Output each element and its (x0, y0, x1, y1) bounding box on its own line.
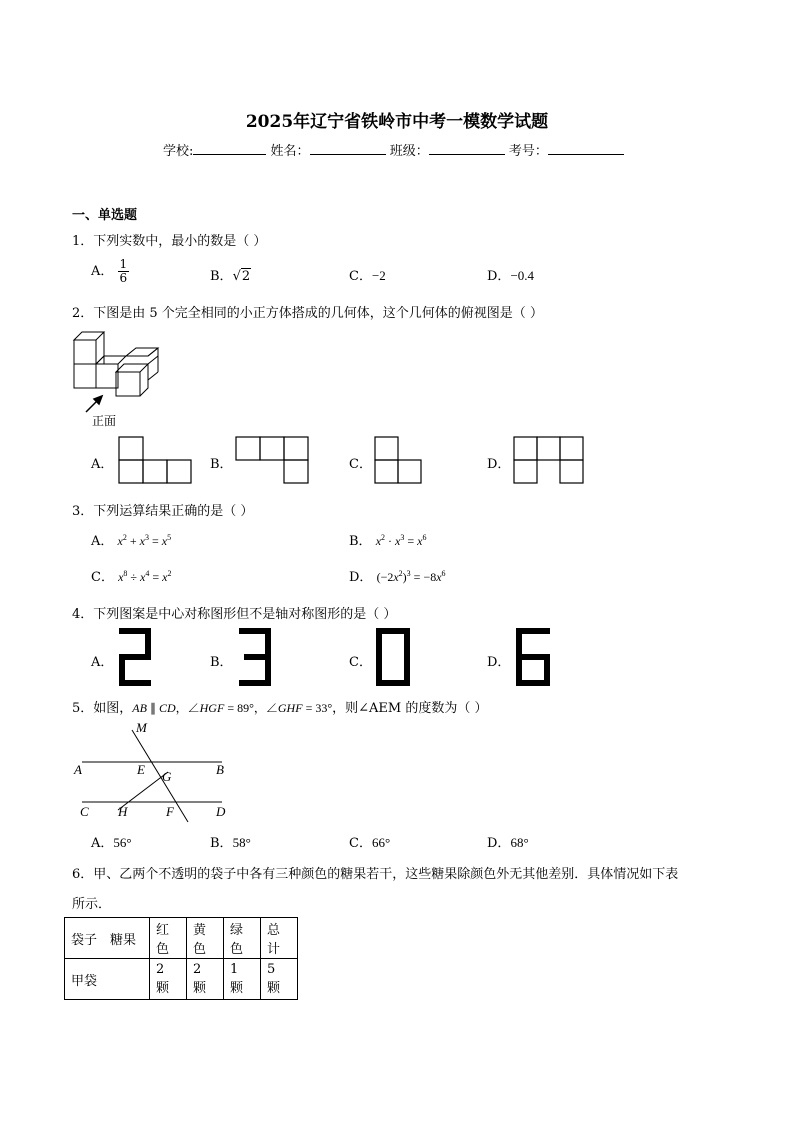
fraction (118, 258, 130, 285)
exam-no-blank[interactable] (548, 142, 624, 155)
q5-geometry-figure (70, 718, 240, 826)
q5-stem-prefix: 5．如图， (72, 701, 133, 716)
q2-b-view (235, 436, 311, 486)
arrow-icon (86, 396, 102, 412)
table-header-cell: 袋子 糖果 (65, 918, 150, 959)
formula: $x^2 \cdot x^3 = x^6$ (375, 533, 427, 548)
class-blank[interactable] (429, 142, 505, 155)
table-header-cell: 总计 (261, 918, 298, 959)
option-label: C． (349, 836, 372, 851)
q4-option-c[interactable] (349, 651, 372, 670)
school-label: 学校: (163, 144, 194, 159)
point-G: G (162, 769, 172, 784)
q5-stem (72, 697, 488, 716)
formula: $x^8 \div x^4 = x^2$ (118, 569, 172, 584)
option-value: 56° (113, 835, 132, 850)
option-label: A． (91, 264, 114, 279)
point-M: M (136, 720, 147, 735)
denominator: 6 (119, 271, 128, 285)
table-header-row (65, 918, 298, 959)
radicand: 2 (241, 269, 251, 284)
table-header-cell: 红色 (150, 918, 187, 959)
q2-d-view (513, 436, 589, 486)
table-row (65, 959, 298, 1000)
option-value: 68° (510, 835, 529, 850)
q2-option-d[interactable] (487, 453, 510, 472)
q5-option-a[interactable] (91, 832, 132, 851)
option-label: A． (91, 836, 114, 851)
table-cell: 2 颗 (150, 959, 187, 1000)
option-label: A． (91, 534, 114, 549)
option-label: C． (349, 457, 372, 472)
q2-stem: 2．下图是由 5 个完全相同的小正方体搭成的几何体，这个几何体的俯视图是（ ） (72, 306, 543, 321)
formula: $(-2x^2)^3 = -8x^6$ (376, 569, 446, 584)
q6-stem-line2: 所示． (72, 897, 112, 912)
q1-option-d[interactable] (487, 265, 534, 284)
student-info-line (163, 140, 624, 159)
q4-option-d[interactable] (487, 651, 510, 670)
q1-option-c[interactable] (349, 265, 386, 284)
q4-option-a[interactable] (91, 651, 113, 670)
digit-0-icon (373, 627, 413, 687)
q3-option-a[interactable] (91, 530, 171, 549)
point-B: B (216, 762, 224, 777)
option-label: D． (487, 269, 511, 284)
front-label: 正面 (92, 414, 117, 428)
school-blank[interactable] (193, 142, 266, 155)
name-label: 姓名： (270, 144, 310, 159)
point-A: A (74, 762, 82, 777)
table-header-cell: 黄色 (187, 918, 224, 959)
q2-option-c[interactable] (349, 453, 372, 472)
option-value: −2 (371, 268, 386, 283)
formula: $x^2 + x^3 = x^5$ (117, 533, 172, 548)
option-value: 58° (232, 835, 251, 850)
option-label: B． (210, 269, 233, 284)
option-label: C． (349, 269, 372, 284)
candy-table (64, 917, 298, 1000)
exam-no-label: 考号： (508, 144, 548, 159)
digit-2-icon (116, 627, 154, 687)
option-label: B． (210, 457, 233, 472)
page-title: 2025年辽宁省铁岭市中考一模数学试题 (245, 112, 549, 132)
q2-option-a[interactable] (91, 453, 113, 472)
table-cell: 甲袋 (65, 959, 150, 1000)
digit-3-icon (236, 627, 274, 687)
table-header-cell: 绿色 (224, 918, 261, 959)
option-label: A． (91, 655, 114, 670)
option-label: D． (487, 655, 511, 670)
section-heading: 一、单选题 (72, 208, 138, 223)
q1-option-b[interactable] (210, 265, 251, 284)
option-label: C． (349, 655, 372, 670)
digit-6-icon (513, 627, 553, 687)
q5-conditions: AB ∥ CD，∠HGF = 89°，∠GHF = 33° (132, 701, 333, 715)
table-cell: 2 颗 (187, 959, 224, 1000)
q5-option-c[interactable] (349, 832, 390, 851)
q4-stem: 4．下列图案是中心对称图形但不是轴对称图形的是（ ） (72, 607, 397, 622)
q1-stem: 1．下列实数中，最小的数是（ ） (72, 234, 267, 249)
q3-option-b[interactable] (349, 530, 426, 549)
option-label: D． (487, 836, 511, 851)
table-cell: 5 颗 (261, 959, 298, 1000)
q3-stem: 3．下列运算结果正确的是（ ） (72, 504, 254, 519)
option-label: D． (349, 570, 373, 585)
point-D: D (216, 804, 226, 819)
class-label: 班级： (389, 144, 429, 159)
option-label: B． (349, 534, 372, 549)
q6-stem-line1: 6．甲、乙两个不透明的袋子中各有三种颜色的糖果若干，这些糖果除颜色外无其他差别．具体情况如下表 (72, 867, 679, 882)
q2-a-view (118, 436, 194, 486)
point-C: C (80, 804, 89, 819)
sqrt: √2 (232, 269, 251, 284)
q2-c-view (374, 436, 426, 486)
q3-option-d[interactable] (349, 566, 446, 585)
option-value: −0.4 (510, 268, 535, 283)
table-cell: 1 颗 (224, 959, 261, 1000)
option-value: 66° (371, 835, 391, 850)
q3-option-c[interactable] (91, 566, 171, 585)
point-F: F (166, 804, 174, 819)
point-H: H (118, 804, 128, 819)
q5-option-d[interactable] (487, 832, 529, 851)
q1-option-a[interactable] (91, 258, 129, 285)
numerator: 1 (119, 257, 128, 271)
q4-option-b[interactable] (210, 651, 233, 670)
q2-option-b[interactable] (210, 453, 233, 472)
q5-option-b[interactable] (210, 832, 251, 851)
name-blank[interactable] (310, 142, 386, 155)
option-label: B． (210, 655, 233, 670)
option-label: C． (91, 570, 114, 585)
point-E: E (137, 762, 145, 777)
option-label: A． (91, 457, 114, 472)
q5-stem-suffix: ，则∠AEM 的度数为（ ） (332, 701, 488, 716)
option-label: D． (487, 457, 511, 472)
option-label: B． (210, 836, 233, 851)
